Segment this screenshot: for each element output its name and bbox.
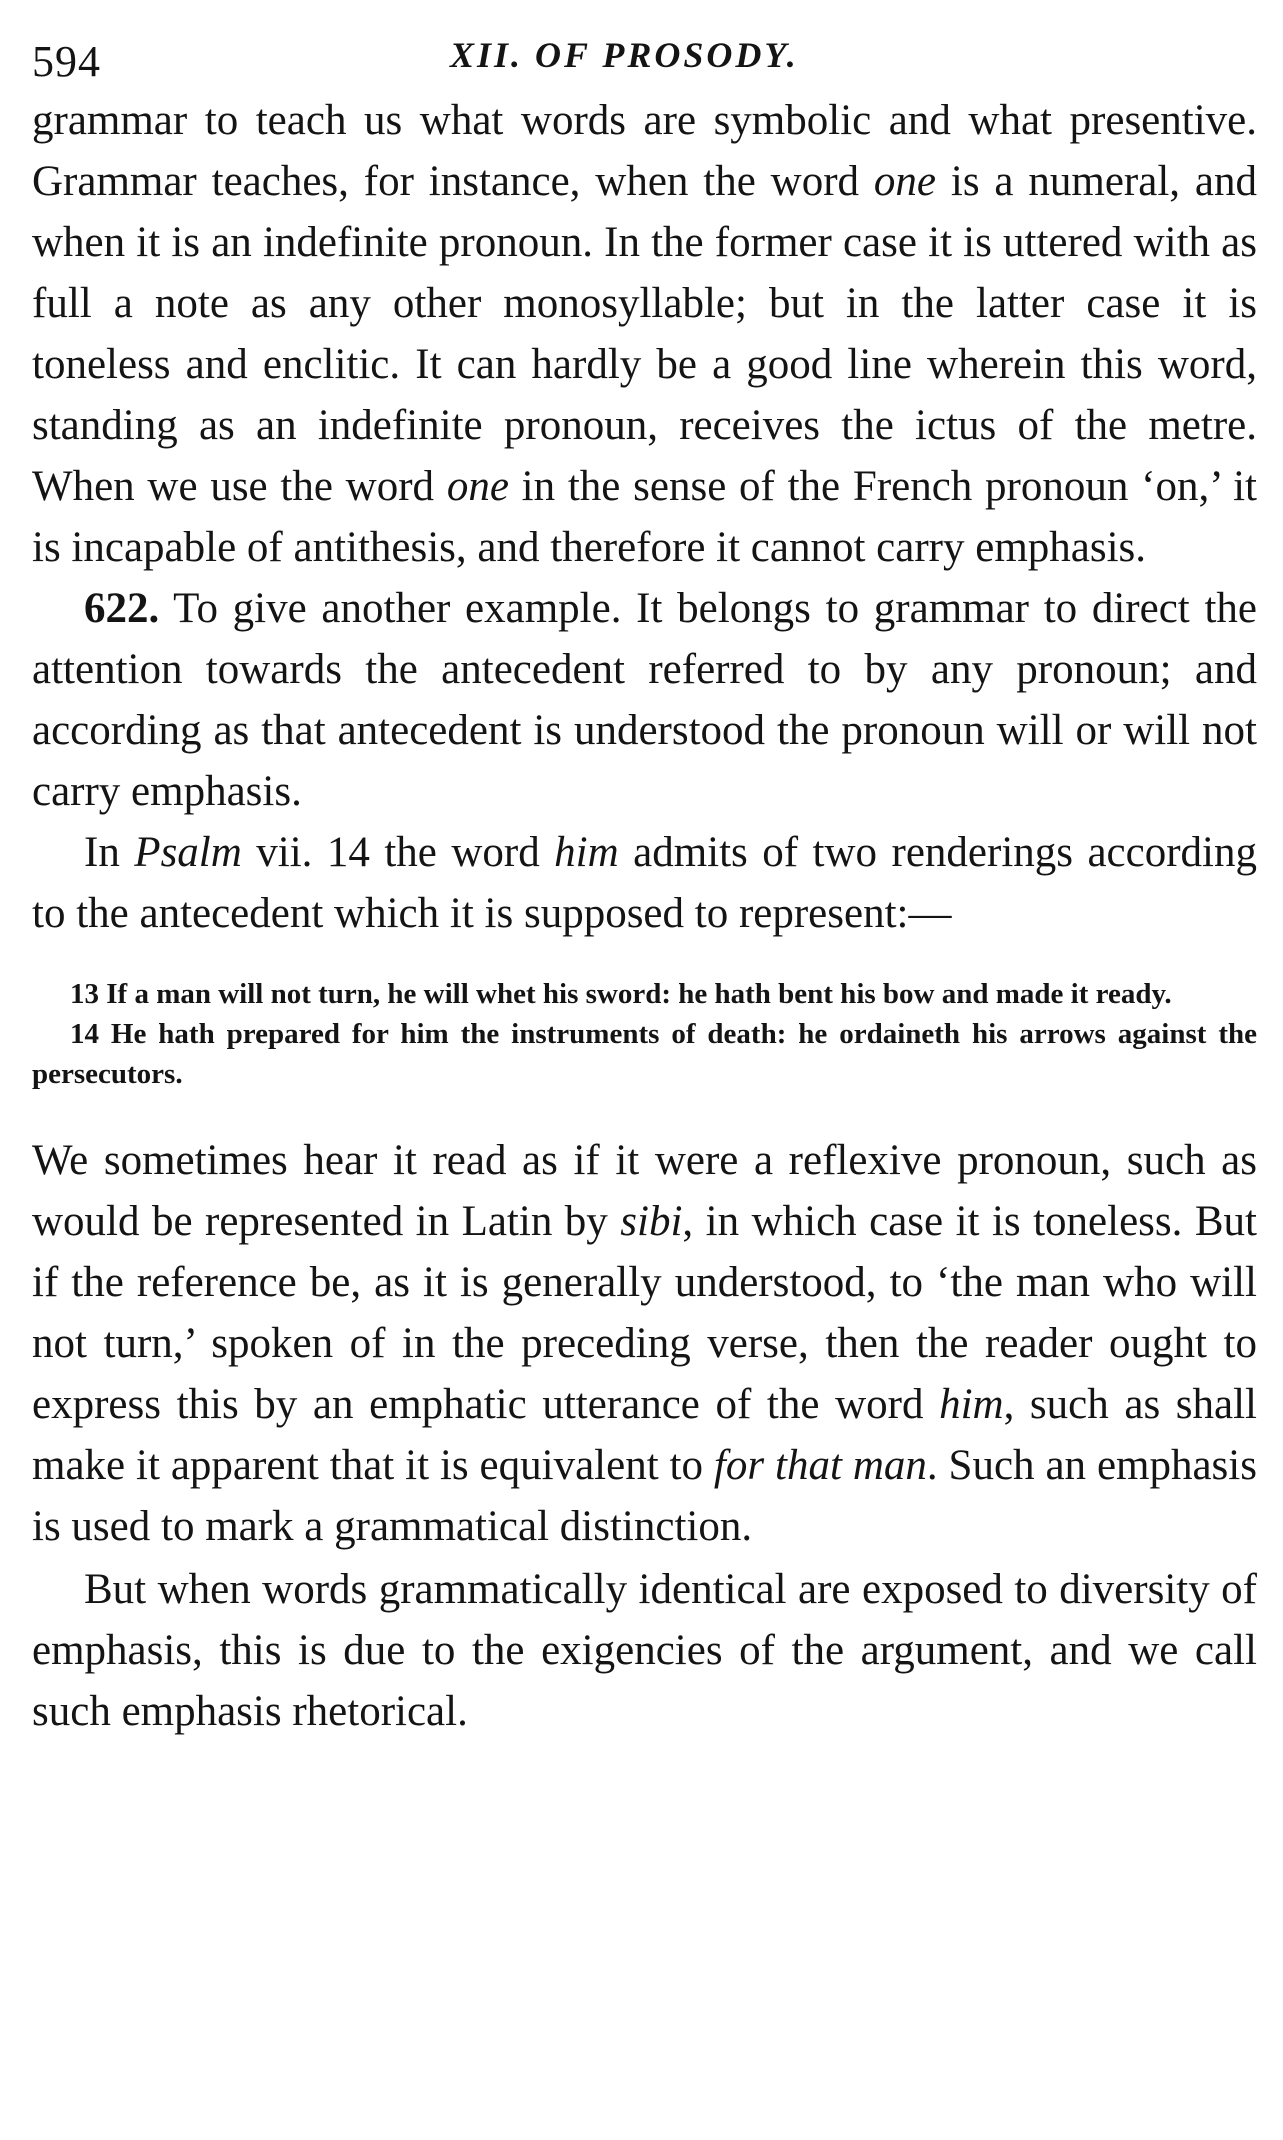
paragraph-reflexive: We sometimes hear it read as if it were a reflexive pronoun, such as would be represented in Latin by sibi, in which case it is toneless. But if the reference be, as it is generally understood, to ‘the man who will not turn,’ spoken of in the preceding verse, then the reader ought to express this by an emphatic utterance of the word him, such as shall make it apparent that it is equivalent to for that man. Such an emphasis is used to mark a grammatical distinction. — [32, 1137, 1258, 1550]
paragraph-1: grammar to teach us what words are symbolic and what presentive. Grammar teaches, for instance, when the word one is a numeral, and when it is an indefinite pronoun. In the former case it is uttered with as full a note as any other monosyllable; but in the latter case it is toneless and enclitic. It can hardly be a good line wherein this word, standing as an indefinite pronoun, receives the ictus of the metre. When we use the word one in the sense of the French pronoun ‘on,’ it is incapable of antithesis, and therefore it cannot carry emphasis. — [32, 97, 1257, 571]
paragraph-psalm: In Psalm vii. 14 the word him admits of two renderings according to the antecedent which it is supposed to represent:— — [32, 829, 1257, 937]
psalm-verse-14: 14 He hath prepared for him the instruments of death: he ordaineth his arrows against the persecutors. — [32, 1018, 1257, 1090]
paragraph-rhetorical: But when words grammatically identical are exposed to diversity of emphasis, this is due to the exigencies of the argument, and we call such emphasis rhetorical. — [32, 1566, 1257, 1735]
book-page — [32, 24, 1257, 1742]
page-number: 594 — [32, 37, 101, 86]
section-number: 622. — [84, 585, 160, 632]
psalm-verse-13: 13 If a man will not turn, he will whet his sword: he hath bent his bow and made it ready. — [70, 978, 1172, 1010]
paragraph-622: 622. To give another example. It belongs to grammar to direct the attention towards the antecedent referred to by any pronoun; and according as that antecedent is understood the pronoun will or will not carry emphasis. — [32, 585, 1257, 815]
psalm-quotation — [32, 974, 1257, 1094]
running-head: XII. OF PROSODY. — [450, 35, 799, 75]
page-header — [32, 24, 1257, 90]
